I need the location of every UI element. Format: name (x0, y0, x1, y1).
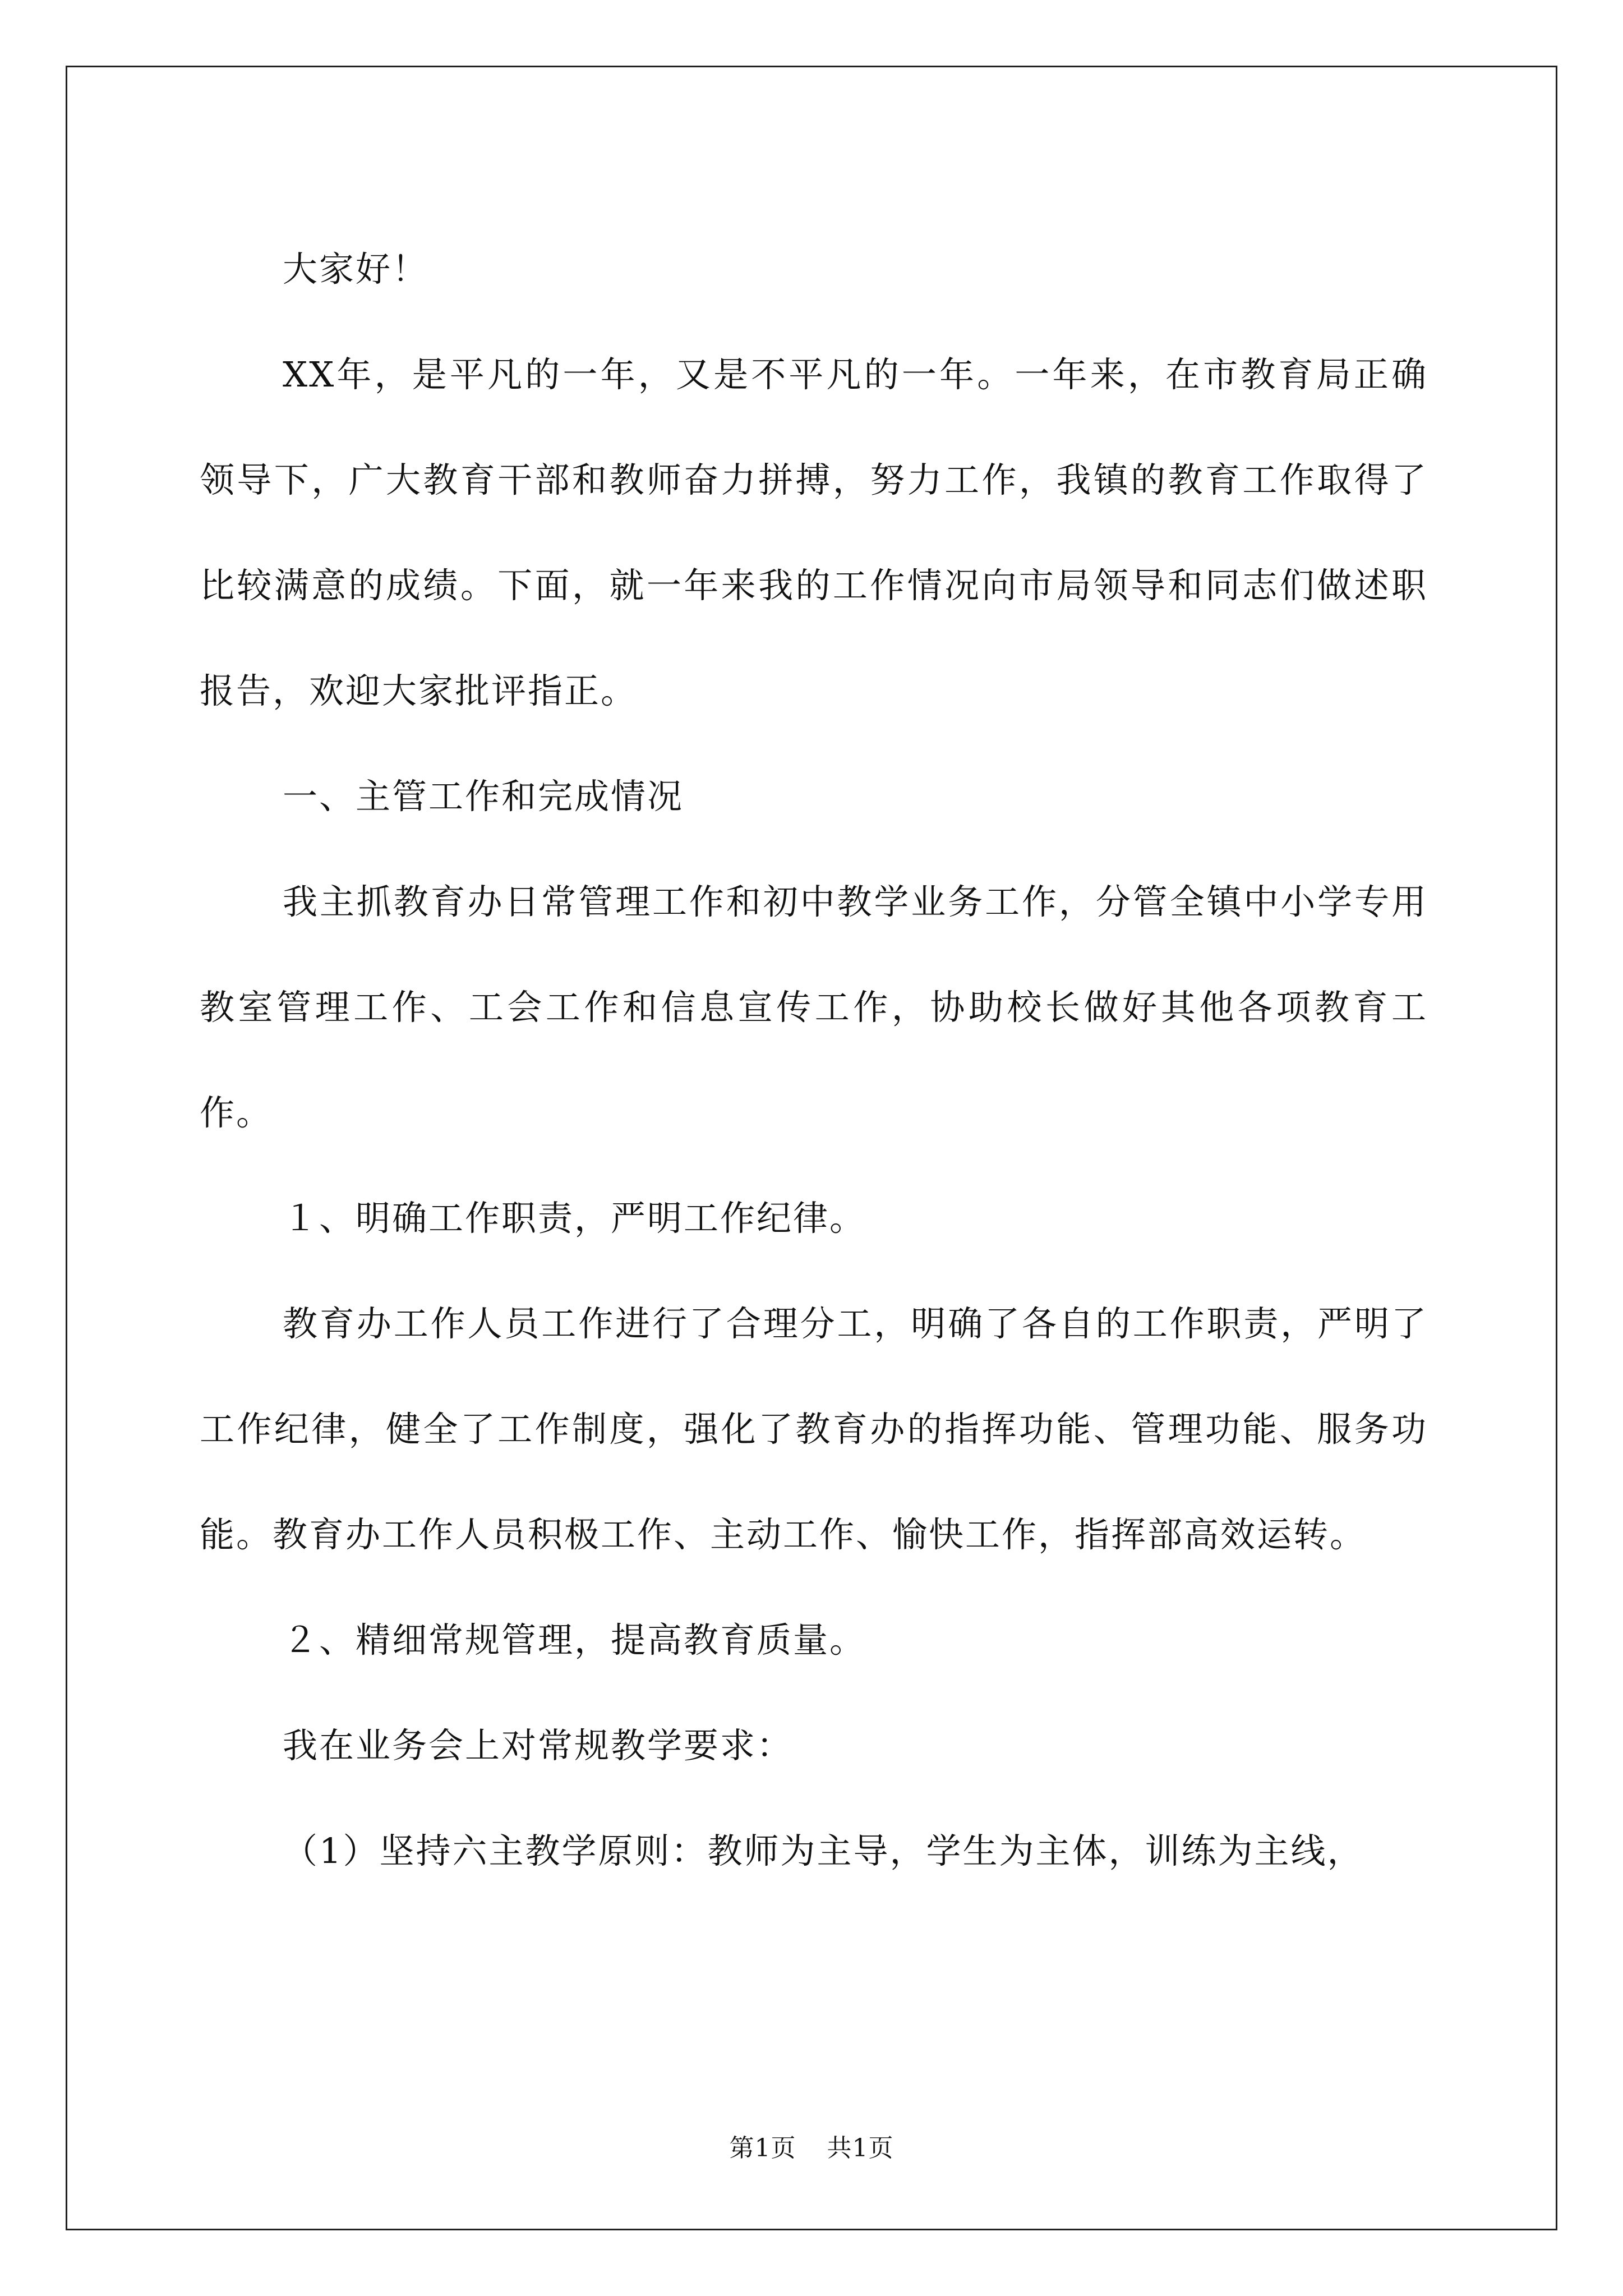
duties-paragraph: 我主抓教育办日常管理工作和初中教学业务工作，分管全镇中小学专用教室管理工作、工会工作和信息宣传工作，协助校长做好其他各项教育工作。 (200, 881, 1428, 1133)
document-body (200, 217, 1428, 1904)
requirements-paragraph: 我在业务会上对常规教学要求： (283, 1725, 794, 1766)
intro-paragraph: XX年，是平凡的一年，又是不平凡的一年。一年来，在市教育局正确领导下，广大教育干部和教师奋力拼搏，努力工作，我镇的教育工作取得了比较满意的成绩。下面，就一年来我的工作情况向市局领导和同志们做述职报告，欢迎大家批评指正。 (200, 354, 1428, 711)
page-footer (0, 2132, 1623, 2165)
greeting-paragraph: 大家好！ (283, 249, 429, 289)
discipline-paragraph: 教育办工作人员工作进行了合理分工，明确了各自的工作职责，严明了工作纪律，健全了工作制度，强化了教育办的指挥功能、管理功能、服务功能。教育办工作人员积极工作、主动工作、愉快工作，指挥部高效运转。 (200, 1303, 1428, 1555)
subheading-1: １、明确工作职责，严明工作纪律。 (283, 1198, 866, 1239)
page-number: 第1页 (729, 2134, 796, 2162)
section-heading: 一、主管工作和完成情况 (283, 776, 684, 817)
principle-paragraph: （1）坚持六主教学原则：教师为主导，学生为主体，训练为主线， (283, 1830, 1364, 1871)
subheading-2: ２、精细常规管理，提高教育质量。 (283, 1619, 866, 1660)
page-total: 共1页 (827, 2134, 894, 2162)
